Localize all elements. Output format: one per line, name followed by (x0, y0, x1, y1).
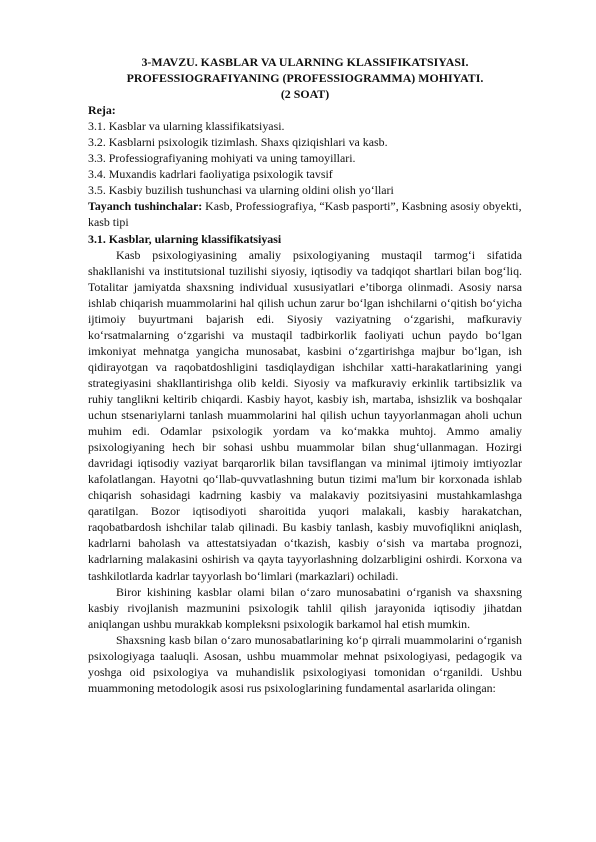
topic-title-line-2: PROFESSIOGRAFIYANING (PROFESSIOGRAMMA) MOHIYATI. (126, 71, 484, 86)
topic-hours: (2 SOAT) (280, 87, 330, 102)
plan-label: Reja: (88, 103, 116, 118)
keywords-paragraph (88, 198, 522, 230)
plan-item: 3.1. Kasblar va ularning klassifikatsiyasi. (88, 119, 285, 134)
section-heading: 3.1. Kasblar, ularning klassifikatsiyasi (88, 231, 282, 246)
document-page (88, 54, 522, 696)
plan-item: 3.4. Muxandis kadrlari faoliyatiga psixologik tavsif (88, 167, 333, 182)
body-paragraph: Shaxsning kasb bilan o‘zaro munosabatlarining ko‘p qirrali muammolarini o‘rganish psixologiyaga taaluqli. Asosan, ushbu muammolar mehnat psixologiyasi, pedagogik va yoshga oid psixologiya va muhandislik psixologiyasi tomonidan o‘rganildi. Ushbu muammoning metodologik asosi rus psixologlarining fundamental asarlarida olingan: (88, 632, 522, 695)
body-paragraph: Biror kishining kasblar olami bilan o‘zaro munosabatini o‘rganish va shaxsning kasbiy rivojlanish mazmunini psixologik tahlil qilish jarayonida iqtisodiy jihatdan aniqlangan ushbu murakkab kompleksni psixologik barkamol hal etish mumkin. (88, 584, 522, 631)
keywords-text: Kasb, Professiografiya, “Kasb pasporti”, Kasbning asosiy obyekti, kasb tipi (88, 199, 522, 230)
plan-item: 3.5. Kasbiy buzilish tushunchasi va ularning oldini olish yo‘llari (88, 183, 394, 198)
keywords-label: Tayanch tushinchalar: (88, 199, 203, 214)
plan-item: 3.2. Kasblarni psixologik tizimlash. Shaxs qiziqishlari va kasb. (88, 135, 388, 150)
plan-item: 3.3. Professiografiyaning mohiyati va uning tamoyillari. (88, 151, 356, 166)
body-paragraph: Kasb psixologiyasining amaliy psixologiyaning mustaqil tarmog‘i sifatida shakllanishi va institutsional tuzilishi siyosiy, iqtisodiy va tadqiqot shartlari bilan bog‘liq. Totalitar jamiyatda shaxsning individual xususiyatlari e’tiborga olinmadi. Asosiy narsa ishlab chiqarish muammolarini hal qilish uchun zarur bo‘lgan ishchilarni o‘qitish bo‘yicha ijtimoiy buyurtmani bajarish edi. Siyosiy vaziyatning o‘zgarishi, mafkuraviy ko‘rsatmalarning o‘zgarishi va mustaqil tadbirkorlik faoliyati uchun paydo bo‘lgan imkoniyat mehnatga yangicha munosabat, kasbini o‘zgartirishga majbur bo‘lgan, ish qidirayotgan va raqobatdoshligini tasdiqlaydigan ishchilar xatti-harakatlarining yangi strategiyasini shakllantirishga olib keldi. Siyosiy va mafkuraviy erkinlik tartibsizlik va ruhiy tanglikni keltirib chiqardi. Kasbiy hayot, kasbiy ish, martaba, ishsizlik va boshqalar uchun stsenariylarni tanlash muammolarini hal qilish uchun tayyorlanmagan aholi uchun muhim edi. Odamlar psixologik yordam va ko‘makka muhtoj. Ammo amaliy psixologiyaning hech bir sohasi ushbu muammolar bilan shug‘ullanmagan. Hozirgi davridagi iqtisodiy vaziyat barqarorlik bilan tavsiflangan va minimal ijtimoiy imtiyozlar kafolatlangan. Hayotni qo‘llab-quvvatlashning butun tizimi ma'lum bir korxonada ishlab chiqarish sohasidagi kadrning kasbiy va malakaviy pozitsiyasini mustahkamlashga qaratilgan. Bozor iqtisodiyoti sharoitida yuqori malakali, kasbiy harakatchan, raqobatbardosh ishchilar talab qilinadi. Bu kasbiy tanlash, kasbiy muvofiqlikni aniqlash, kadrlarni baholash va attestatsiyadan o‘tkazish, kasbiy o‘sish va martaba prognozi, kadrlarning malakasini oshirish va qayta tayyorlashning dolzarbligini oshirdi. Korxona va tashkilotlarda kadrlar tayyorlash bo‘limlari (markazlari) ochiladi. (88, 247, 522, 583)
topic-title-line-1: 3-MAVZU. KASBLAR VA ULARNING KLASSIFIKATSIYASI. (141, 55, 469, 69)
